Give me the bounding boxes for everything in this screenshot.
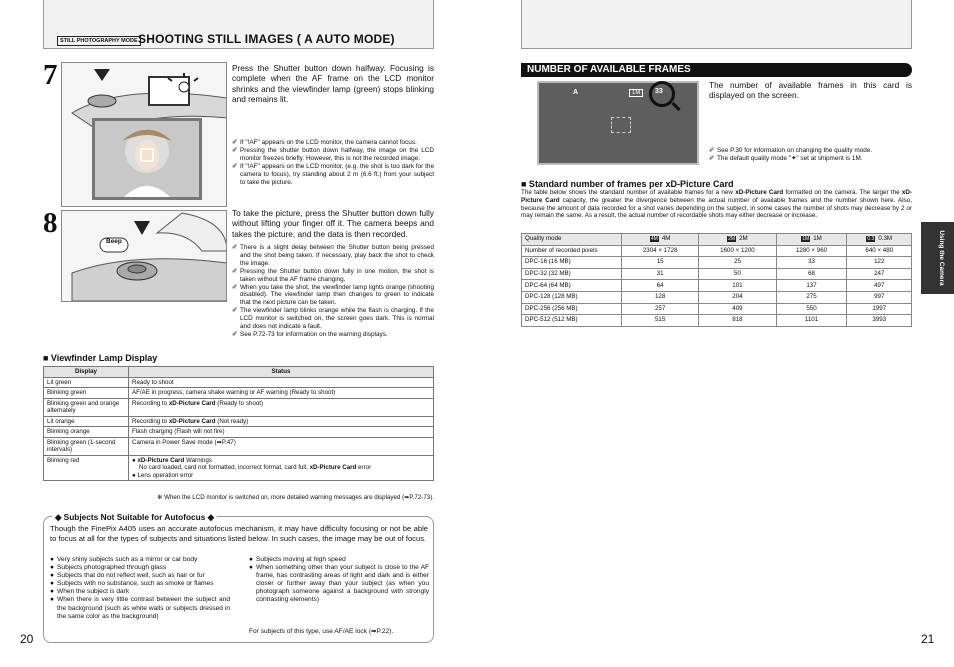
step-8-text: To take the picture, press the Shutter button down fully without lifting your finger off it. The camera beeps and takes the picture, and the data is then recorded. bbox=[232, 208, 434, 239]
table-row bbox=[522, 257, 912, 269]
note: ✐ When you take the shot, the viewfinder lamp lights orange (shooting disabled). The viewfinder lamp then changes to green to indicate that the next picture can be taken. bbox=[232, 283, 434, 307]
table-cell: 275 bbox=[776, 291, 847, 303]
table-row: Blinking green and orange alternately Recording to xD-Picture Card (Ready to shoot) bbox=[44, 398, 434, 416]
table-cell: 1997 bbox=[847, 303, 912, 315]
note: ✐ Pressing the shutter button down halfway, the image on the LCD monitor freezes briefly. However, this is not the recorded image. bbox=[232, 146, 434, 162]
table-cell: 257 bbox=[622, 303, 699, 315]
note: ✐ If "!AF" appears on the LCD monitor, the camera cannot focus. bbox=[232, 139, 417, 146]
table-header-row bbox=[44, 367, 434, 378]
note-icon: ✐ bbox=[232, 330, 238, 338]
quality-03m-icon: 0.3 bbox=[867, 236, 875, 243]
note: ✐ See P.30 for information on changing the quality mode. bbox=[709, 147, 873, 154]
table-header-row: Quality mode 4M 4M 2M 2M 1M 1M 0.3 0.3M bbox=[522, 234, 912, 246]
quality-1m-icon: 1M bbox=[802, 236, 810, 243]
note-icon: ✐ bbox=[709, 147, 715, 154]
table-cell: 31 bbox=[622, 268, 699, 280]
col-status: Status bbox=[129, 367, 434, 378]
table-cell: 1600 × 1200 bbox=[699, 245, 776, 257]
table-cell: DPC-256 (256 MB) bbox=[522, 303, 622, 315]
side-tab-label: Using the Camera bbox=[938, 230, 945, 286]
list-item: ● Subjects that do not reflect well, such as hair or fur bbox=[50, 572, 205, 580]
subjects-list-left bbox=[50, 556, 230, 621]
table-cell: 25 bbox=[699, 257, 776, 269]
table-row bbox=[522, 291, 912, 303]
list-item: ● When the subject is dark bbox=[50, 588, 130, 596]
frames-table bbox=[521, 233, 912, 327]
autofocus-subjects-box bbox=[43, 512, 434, 643]
table-cell: Number of recorded pixels bbox=[522, 245, 622, 257]
note: ✐ There is a slight delay between the Shutter button being pressed and the shot being taken. If necessary, play back the shot to check the image. bbox=[232, 244, 434, 267]
table-cell: DPC-16 (16 MB) bbox=[522, 257, 622, 269]
note: ✐ If "!AF" appears on the LCD monitor, (e.g. the shot is too dark for the camera to focus), try standing about 2 m (6.6 ft.) from your subject to take the picture. bbox=[232, 162, 434, 186]
table-cell: 997 bbox=[847, 291, 912, 303]
lamp-footnote: ✻ When the LCD monitor is switched on, more detailed warning messages are displayed (➡P.72-73). bbox=[157, 494, 434, 501]
quality-4m-icon: 4M bbox=[650, 236, 658, 243]
magnifier-handle bbox=[671, 102, 680, 111]
table-cell: 50 bbox=[699, 268, 776, 280]
frames-description: The number of available frames in this card is displayed on the screen. bbox=[709, 80, 912, 101]
table-cell: 137 bbox=[776, 280, 847, 292]
table-cell: 497 bbox=[847, 280, 912, 292]
note-icon: ✐ bbox=[232, 244, 238, 251]
table-cell: 409 bbox=[699, 303, 776, 315]
note-icon: ✐ bbox=[232, 139, 238, 146]
right-header-box bbox=[521, 0, 912, 49]
table-cell: 64 bbox=[622, 280, 699, 292]
frames-count: 33 bbox=[655, 88, 663, 95]
note-icon: ✐ bbox=[232, 283, 238, 291]
table-cell: 1280 × 960 bbox=[776, 245, 847, 257]
camera-mode-icon: A bbox=[573, 89, 579, 96]
table-cell: 122 bbox=[847, 257, 912, 269]
table-cell: 101 bbox=[699, 280, 776, 292]
note-icon: ✐ bbox=[232, 307, 238, 315]
list-item: ● When there is very little contrast between the subject and the background (such as white walls or subjects dressed in the same color as the background) bbox=[50, 596, 230, 620]
table-row: Blinking green (1-second intervals) Camera in Power Save mode (➡P.47) bbox=[44, 437, 434, 455]
table-cell: 204 bbox=[699, 291, 776, 303]
note: ✐ See P.72-73 for information on the warning displays. bbox=[232, 330, 388, 338]
table-row: Lit orange Recording to xD-Picture Card (Not ready) bbox=[44, 416, 434, 427]
subjects-intro: Though the FinePix A405 uses an accurate autofocus mechanism, it may have difficulty focusing or not be able to focus at all for the types of subjects and situations listed below. In such cases, the image may be out of focus. bbox=[50, 524, 428, 543]
table-cell: 247 bbox=[847, 268, 912, 280]
frames-notes bbox=[709, 147, 912, 163]
note: ✐ The default quality mode "✦" set at shipment is 1M. bbox=[709, 154, 863, 162]
table-cell: DPC-64 (64 MB) bbox=[522, 280, 622, 292]
note-icon: ✐ bbox=[232, 267, 238, 275]
list-item: ● Subjects with no substance, such as smoke or flames bbox=[50, 580, 214, 588]
table-row: Blinking red ● xD-Picture Card Warnings No card loaded, card not formatted, incorrect format, card full, xD-Picture Card error ● Lens operation error bbox=[44, 455, 434, 481]
af-frame bbox=[611, 117, 631, 133]
table-row bbox=[522, 303, 912, 315]
std-text: The table below shows the standard number of available frames for a new xD-Picture Card formatted on the camera. The larger the xD-Picture Card capacity, the greater the divergence between the actual number of available frames and the number shown here. Also, because the amount of data recorded for a shot varies depending on the subject, in some cases the number of shots may decrease by 2 or may remain the same. As a result, the actual number of recordable shots may either decrease or increase. bbox=[521, 189, 912, 220]
step-7-notes bbox=[232, 139, 434, 186]
frames-section-bar: NUMBER OF AVAILABLE FRAMES bbox=[521, 63, 912, 77]
note: ✐ Pressing the Shutter button down fully in one motion, the shot is taken without the AF frame changing. bbox=[232, 267, 434, 283]
table-cell: DPC-512 (512 MB) bbox=[522, 315, 622, 327]
step-8-number: 8 bbox=[43, 207, 58, 239]
subjects-list-right bbox=[249, 556, 429, 605]
table-cell: 2304 × 1728 bbox=[622, 245, 699, 257]
table-cell: DPC-32 (32 MB) bbox=[522, 268, 622, 280]
camera-shutter-full-press-illustration bbox=[62, 211, 227, 302]
table-row bbox=[522, 315, 912, 327]
note-icon: ✐ bbox=[232, 146, 238, 154]
note-icon: ✐ bbox=[232, 162, 238, 170]
note-icon: ✐ bbox=[709, 154, 715, 162]
page-number-right: 21 bbox=[921, 632, 935, 646]
list-item: ● Subjects moving at high speed bbox=[249, 556, 346, 563]
table-cell: 550 bbox=[776, 303, 847, 315]
step-8-illustration bbox=[61, 210, 227, 302]
camera-shutter-half-press-illustration bbox=[62, 63, 227, 207]
table-cell: DPC-128 (128 MB) bbox=[522, 291, 622, 303]
list-item: ● Very shiny subjects such as a mirror or car body bbox=[50, 556, 198, 563]
list-item: ● Subjects photographed through glass bbox=[50, 564, 167, 572]
subjects-tip: For subjects of this type, use AF/AE lock (➡P.22). bbox=[249, 628, 394, 635]
col-display: Display bbox=[44, 367, 129, 378]
page-title bbox=[138, 32, 395, 46]
subjects-heading: ◆ Subjects Not Suitable for Autofocus ◆ bbox=[52, 512, 217, 522]
table-cell: 640 × 480 bbox=[847, 245, 912, 257]
table-cell: 68 bbox=[776, 268, 847, 280]
side-tab bbox=[921, 222, 954, 294]
table-cell: 1101 bbox=[776, 315, 847, 327]
table-cell: 3993 bbox=[847, 315, 912, 327]
table-cell: 818 bbox=[699, 315, 776, 327]
lamp-heading: ■ Viewfinder Lamp Display bbox=[43, 353, 158, 363]
quality-2m-icon: 2M bbox=[728, 236, 736, 243]
table-row: Blinking green AF/AE in progress, camera shake warning or AF warning (Ready to shoot) bbox=[44, 388, 434, 399]
quality-icon: 1M bbox=[629, 89, 643, 97]
page-number-left: 20 bbox=[20, 632, 34, 646]
step-8-notes bbox=[232, 244, 434, 339]
step-7-illustration bbox=[61, 62, 227, 207]
note: ✐ The viewfinder lamp blinks orange while the flash is charging. If the LCD monitor is switched on, the screen goes dark. This is normal and does not indicate a fault. bbox=[232, 307, 434, 331]
table-row bbox=[522, 280, 912, 292]
std-heading: ■ Standard number of frames per xD-Picture Card bbox=[521, 179, 734, 189]
table-row: Blinking orange Flash charging (Flash will not fire) bbox=[44, 427, 434, 438]
table-cell: 515 bbox=[622, 315, 699, 327]
list-item: ● When something other than your subject is close to the AF frame, has contrasting areas of light and dark and is either closer or further away than your subject (as when you photograph someone against a background with strongly contrasting elements) bbox=[249, 564, 429, 604]
table-cell: 15 bbox=[622, 257, 699, 269]
beep-label: Beep bbox=[106, 238, 122, 245]
table-row bbox=[522, 268, 912, 280]
title-text: SHOOTING STILL IMAGES ( A AUTO MODE) bbox=[138, 32, 395, 46]
viewfinder-lamp-table bbox=[43, 366, 434, 481]
table-row bbox=[522, 245, 912, 257]
step-7-number: 7 bbox=[43, 59, 58, 91]
table-row: Lit green Ready to shoot bbox=[44, 377, 434, 388]
table-cell: 33 bbox=[776, 257, 847, 269]
mode-tag: STILL PHOTOGRAPHY MODE bbox=[57, 36, 141, 46]
lcd-screen-illustration bbox=[537, 81, 699, 165]
step-7-text: Press the Shutter button down halfway. Focusing is complete when the AF frame on the LCD monitor shrinks and the viewfinder lamp (green) stops blinking and remains lit. bbox=[232, 63, 434, 105]
table-cell: 128 bbox=[622, 291, 699, 303]
